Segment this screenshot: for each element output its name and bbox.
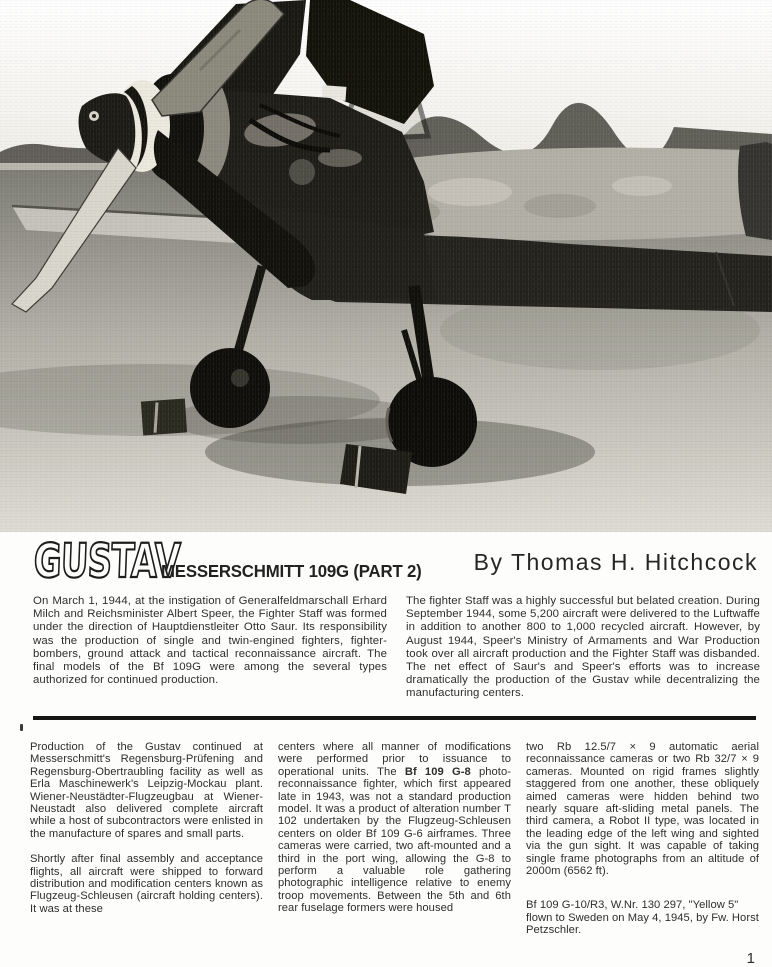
body-column-2 [278, 741, 511, 967]
byline: By Thomas H. Hitchcock [473, 549, 758, 575]
aircraft-designation-bold: Bf 109 G-8 [404, 765, 471, 778]
intro-section [33, 595, 760, 701]
intro-left-paragraph: On March 1, 1944, at the instigation of Generalfeldmarschall Erhard Milch and Reichsminister Albert Speer, the Fighter Staff was formed under the direction of Hauptdienstleiter Otto Saur. Its responsibility was the production of single and twin-engined fighters, fighter-bombers, ground attack and tactical reconnaissance aircraft. The final models of the Bf 109G were among the several types authorized for continued production. [33, 595, 387, 687]
body-section [30, 741, 759, 967]
article-subtitle: MESSERSCHMITT 109G (PART 2) [161, 561, 422, 581]
scan-speck [20, 724, 23, 731]
section-divider [33, 716, 756, 720]
body-column-1 [30, 741, 263, 967]
body-column-3 [526, 741, 759, 967]
body-paragraph: Shortly after final assembly and acceptance flights, all aircraft were shipped to forward distribution and modification centers known as Flugzeug-Schleusen (aircraft holding centers). It was at these [30, 853, 263, 915]
article-title: GUSTAV [32, 534, 181, 589]
body-paragraph [278, 741, 511, 915]
body-paragraph: two Rb 12.5/7 × 9 automatic aerial reconnaissance cameras or two Rb 32/7 × 9 cameras. Mounted on rigid frames slightly staggered from one another, these obliquely aimed cameras were hidden behind two nearly square aft-sliding metal panels. The third camera, a Robot II type, was located in the leading edge of the left wing and sighted via the gun sight. It was capable of taking single frame photographs from an altitude of 2000m (6562 ft). [526, 741, 759, 878]
intro-right-paragraph: The fighter Staff was a highly successful but belated creation. During September 1944, some 5,200 aircraft were delivered to the Luftwaffe in addition to another 800 to 1,000 recycled aircraft. However, by August 1944, Speer's Ministry of Armaments and War Production took over all aircraft production and the Fighter Staff was disbanded. The net effect of Saur's and Speer's efforts was to increase dramatically the production of the Gustav while decentralizing the manufacturing centers. [406, 595, 760, 700]
body-text: photo-reconnaissance fighter, which first appeared late in 1943, was not a standard production model. It was a product of alteration number T 102 undertaken by the Flugzeug-Schleusen centers on older Bf 109 G-6 airframes. Three cameras were carried, two aft-mounted and a third in the port wing, allowing the G-8 to perform a valuable role gathering photographic intelligence relative to enemy troop movements. Between the 5th and 6th rear fuselage formers were housed [278, 765, 511, 915]
photo-caption: Bf 109 G-10/R3, W.Nr. 130 297, "Yellow 5" flown to Sweden on May 4, 1945, by Fw. Horst Petzschler. [526, 899, 759, 937]
body-paragraph: Production of the Gustav continued at Messerschmitt's Regensburg-Prüfening and Regensburg-Obertraubling facility as well as Erla Maschinewerk's Leipzig-Mockau plant. Wiener-Neustädter-Flugzeugbau at Wiener-Neustadt also delivered complete aircraft while a host of subcontractors were enlisted in the manufacture of spares and small parts. [30, 741, 263, 840]
page-number: 1 [746, 949, 755, 967]
body-text: centers where all manner of modifications were performed prior to issuance to operational units. The [278, 741, 511, 778]
